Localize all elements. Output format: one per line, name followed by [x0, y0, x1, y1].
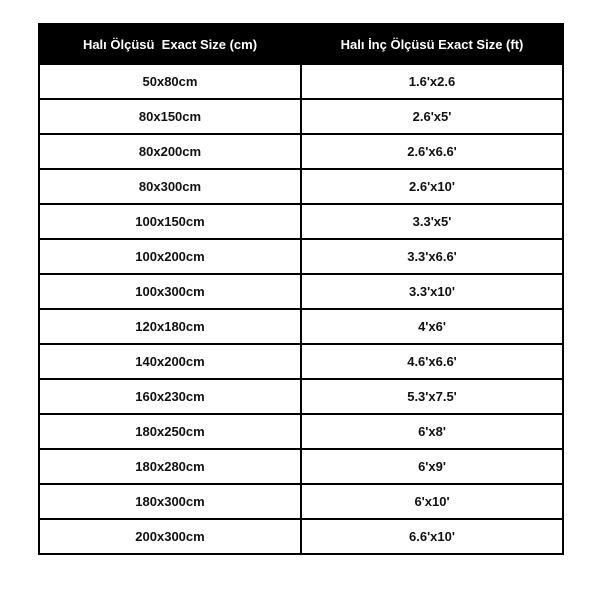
table-body: [39, 64, 563, 554]
cell-size-cm: 80x150cm: [39, 99, 301, 134]
table-row: [39, 99, 563, 134]
cell-size-ft: 4.6'x6.6': [301, 344, 563, 379]
cell-size-ft: 1.6'x2.6: [301, 64, 563, 99]
table-row: [39, 449, 563, 484]
cell-size-ft: 3.3'x5': [301, 204, 563, 239]
size-conversion-table: [38, 23, 564, 555]
cell-size-cm: 100x150cm: [39, 204, 301, 239]
table-row: [39, 274, 563, 309]
cell-size-cm: 100x300cm: [39, 274, 301, 309]
cell-size-cm: 80x200cm: [39, 134, 301, 169]
table-row: [39, 414, 563, 449]
cell-size-ft: 4'x6': [301, 309, 563, 344]
table-row: [39, 64, 563, 99]
cell-size-cm: 100x200cm: [39, 239, 301, 274]
header-row: [39, 24, 563, 64]
header-size-ft: Halı İnç Ölçüsü Exact Size (ft): [301, 24, 563, 64]
table-row: [39, 204, 563, 239]
table-row: [39, 344, 563, 379]
table-row: [39, 484, 563, 519]
header-size-cm: Halı Ölçüsü Exact Size (cm): [39, 24, 301, 64]
cell-size-cm: 140x200cm: [39, 344, 301, 379]
cell-size-cm: 180x300cm: [39, 484, 301, 519]
table-row: [39, 519, 563, 554]
cell-size-ft: 2.6'x5': [301, 99, 563, 134]
cell-size-cm: 120x180cm: [39, 309, 301, 344]
table-header: [39, 24, 563, 64]
table-row: [39, 134, 563, 169]
cell-size-cm: 80x300cm: [39, 169, 301, 204]
cell-size-ft: 3.3'x10': [301, 274, 563, 309]
cell-size-cm: 50x80cm: [39, 64, 301, 99]
table-row: [39, 379, 563, 414]
table-row: [39, 169, 563, 204]
cell-size-cm: 200x300cm: [39, 519, 301, 554]
cell-size-cm: 180x280cm: [39, 449, 301, 484]
cell-size-ft: 6'x8': [301, 414, 563, 449]
cell-size-ft: 6.6'x10': [301, 519, 563, 554]
cell-size-ft: 3.3'x6.6': [301, 239, 563, 274]
cell-size-ft: 6'x9': [301, 449, 563, 484]
table-row: [39, 309, 563, 344]
cell-size-cm: 160x230cm: [39, 379, 301, 414]
cell-size-ft: 5.3'x7.5': [301, 379, 563, 414]
table-row: [39, 239, 563, 274]
cell-size-ft: 2.6'x6.6': [301, 134, 563, 169]
cell-size-ft: 6'x10': [301, 484, 563, 519]
cell-size-cm: 180x250cm: [39, 414, 301, 449]
cell-size-ft: 2.6'x10': [301, 169, 563, 204]
